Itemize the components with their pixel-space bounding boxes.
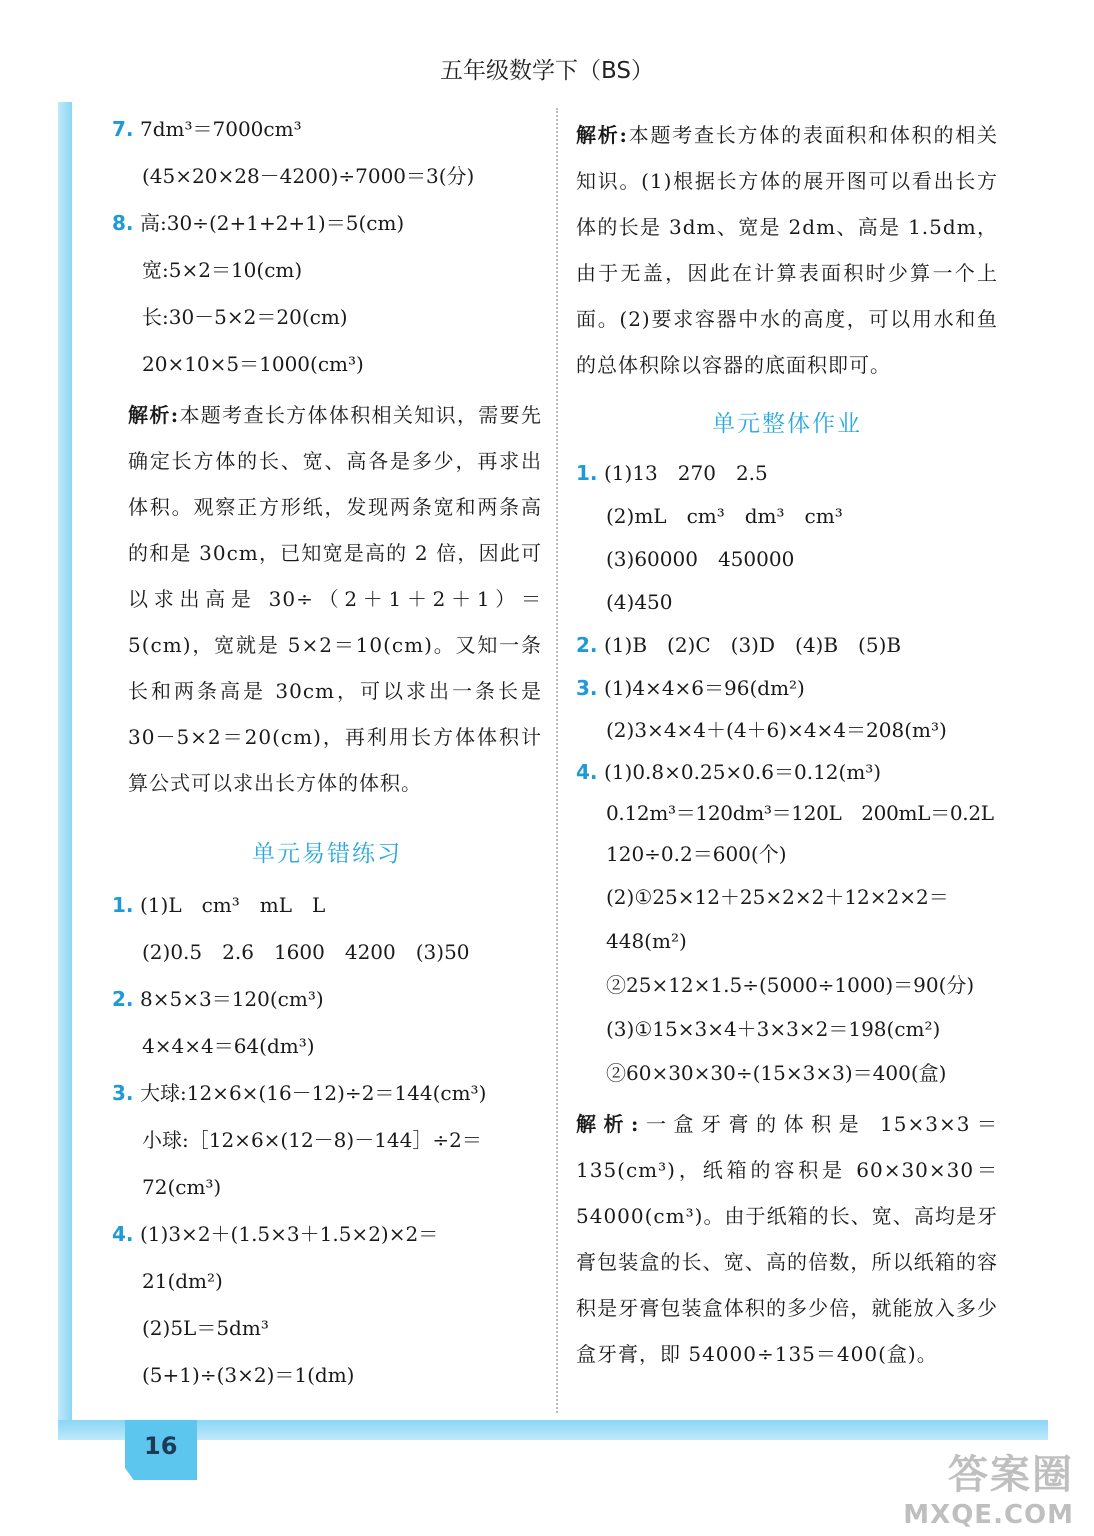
watermark-line-1: 答案圈 xyxy=(948,1452,1074,1498)
whole-4-line-6: ②25×12×1.5÷(5000÷1000)＝90(分) xyxy=(606,973,975,997)
right-column xyxy=(576,112,998,1377)
error-1-line-1 xyxy=(112,882,542,929)
answer-text: 8×5×3＝120(cm³) xyxy=(140,987,324,1011)
error-4-line-1 xyxy=(112,1211,542,1258)
page-header: 五年级数学下（BS） xyxy=(440,58,654,84)
answer-text: 高:30÷(2+1+2+1)＝5(cm) xyxy=(140,211,405,235)
whole-1-line-1 xyxy=(576,452,998,495)
answer-number: 3. xyxy=(576,676,598,700)
answer-number: 2. xyxy=(112,987,134,1011)
answer-number: 1. xyxy=(576,461,598,485)
watermark xyxy=(903,1443,1074,1530)
column-divider xyxy=(556,108,558,1413)
error-3-line-3: 72(cm³) xyxy=(142,1175,222,1199)
error-4-line-4: (5+1)÷(3×2)＝1(dm) xyxy=(142,1363,355,1387)
whole-4-line-2: 0.12m³＝120dm³＝120L 200mL＝0.2L xyxy=(606,801,994,825)
answer-number: 1. xyxy=(112,893,134,917)
answer-number: 4. xyxy=(112,1222,134,1246)
answer-text: (1)L cm³ mL L xyxy=(140,893,326,917)
analysis-9 xyxy=(576,112,998,388)
whole-4-line-3: 120÷0.2＝600(个) xyxy=(606,842,787,866)
answer-number: 4. xyxy=(576,760,598,784)
error-2-line-1 xyxy=(112,976,542,1023)
answer-text: 7dm³＝7000cm³ xyxy=(140,117,302,141)
whole-3-line-2: (2)3×4×4＋(4＋6)×4×4＝208(m³) xyxy=(606,718,947,742)
whole-4-line-7: (3)①15×3×4＋3×3×2＝198(cm²) xyxy=(606,1017,941,1041)
answer-8-line-4: 20×10×5＝1000(cm³) xyxy=(142,352,364,376)
answer-number: 7. xyxy=(112,117,134,141)
answer-text: (1)B (2)C (3)D (4)B (5)B xyxy=(604,633,902,657)
bottom-decor-bar xyxy=(58,1420,1048,1440)
error-4-line-3: (2)5L＝5dm³ xyxy=(142,1316,269,1340)
analysis-text: 一盒牙膏的体积是 15×3×3＝135(cm³)，纸箱的容积是 60×30×30＝54000(cm³)。由于纸箱的长、宽、高均是牙膏包装盒的长、宽、高的倍数，所以纸箱的容积是牙膏包装盒体积的多少倍，就能放入多少盒牙膏，即 54000÷135＝400(盒)。 xyxy=(576,1112,998,1366)
analysis-label: 解析: xyxy=(576,1112,640,1136)
whole-4-line-5: 448(m²) xyxy=(606,929,687,953)
whole-4-line-1 xyxy=(576,751,998,793)
watermark-line-2: MXQE.COM xyxy=(903,1500,1074,1530)
analysis-8 xyxy=(112,392,542,806)
answer-text: (1)4×4×6＝96(dm²) xyxy=(604,676,805,700)
left-column xyxy=(112,106,542,1399)
error-3-line-1 xyxy=(112,1070,542,1117)
answer-7-line-2: (45×20×28－4200)÷7000＝3(分) xyxy=(142,164,475,188)
whole-4-line-4: (2)①25×12＋25×2×2＋12×2×2＝ xyxy=(606,885,949,909)
error-2-line-2: 4×4×4＝64(dm³) xyxy=(142,1034,315,1058)
answer-8-line-2: 宽:5×2＝10(cm) xyxy=(142,258,303,282)
analysis-text: 本题考查长方体体积相关知识，需要先确定长方体的长、宽、高各是多少，再求出体积。观察正方形纸，发现两条宽和两条高的和是 30cm，已知宽是高的 2 倍，因此可以求出高是 30÷（2＋1＋2＋1）＝5(cm)，宽就是 5×2＝10(cm)。又知一条长和两条高是 30cm，可以求出一条长是 30－5×2＝20(cm)，再利用长方体体积计算公式可以求出长方体的体积。 xyxy=(128,403,543,795)
left-decor-bar xyxy=(58,102,72,1432)
answer-8-line-1 xyxy=(112,200,542,247)
answer-text: (1)13 270 2.5 xyxy=(604,461,768,485)
answer-7-line-1 xyxy=(112,106,542,153)
answer-number: 2. xyxy=(576,633,598,657)
analysis-label: 解析: xyxy=(576,123,628,147)
analysis-text: 本题考查长方体的表面积和体积的相关知识。(1)根据长方体的展开图可以看出长方体的长是 3dm、宽是 2dm、高是 1.5dm，由于无盖，因此在计算表面积时少算一个上面。(2)要求容器中水的高度，可以用水和鱼的总体积除以容器的底面积即可。 xyxy=(576,123,998,377)
analysis-label: 解析: xyxy=(128,403,180,427)
whole-1-line-4: (4)450 xyxy=(606,590,673,614)
error-3-line-2: 小球:［12×6×(12－8)－144］÷2＝ xyxy=(142,1128,482,1152)
answer-text: (1)0.8×0.25×0.6＝0.12(m³) xyxy=(604,760,882,784)
error-1-line-2: (2)0.5 2.6 1600 4200 (3)50 xyxy=(142,940,470,964)
whole-1-line-2: (2)mL cm³ dm³ cm³ xyxy=(606,504,843,528)
whole-3-line-1 xyxy=(576,667,998,709)
whole-2-line-1 xyxy=(576,624,998,667)
section-title-whole: 单元整体作业 xyxy=(712,411,862,437)
error-4-line-2: 21(dm²) xyxy=(142,1269,223,1293)
answer-text: (1)3×2＋(1.5×3＋1.5×2)×2＝ xyxy=(140,1222,439,1246)
whole-1-line-3: (3)60000 450000 xyxy=(606,547,795,571)
whole-4-line-8: ②60×30×30÷(15×3×3)＝400(盒) xyxy=(606,1061,947,1085)
answer-number: 8. xyxy=(112,211,134,235)
answer-number: 3. xyxy=(112,1081,134,1105)
section-title-errors: 单元易错练习 xyxy=(252,841,402,867)
answer-8-line-3: 长:30－5×2＝20(cm) xyxy=(142,305,348,329)
page-number: 16 xyxy=(144,1432,178,1460)
analysis-whole-4 xyxy=(576,1101,998,1377)
answer-text: 大球:12×6×(16－12)÷2＝144(cm³) xyxy=(140,1081,487,1105)
